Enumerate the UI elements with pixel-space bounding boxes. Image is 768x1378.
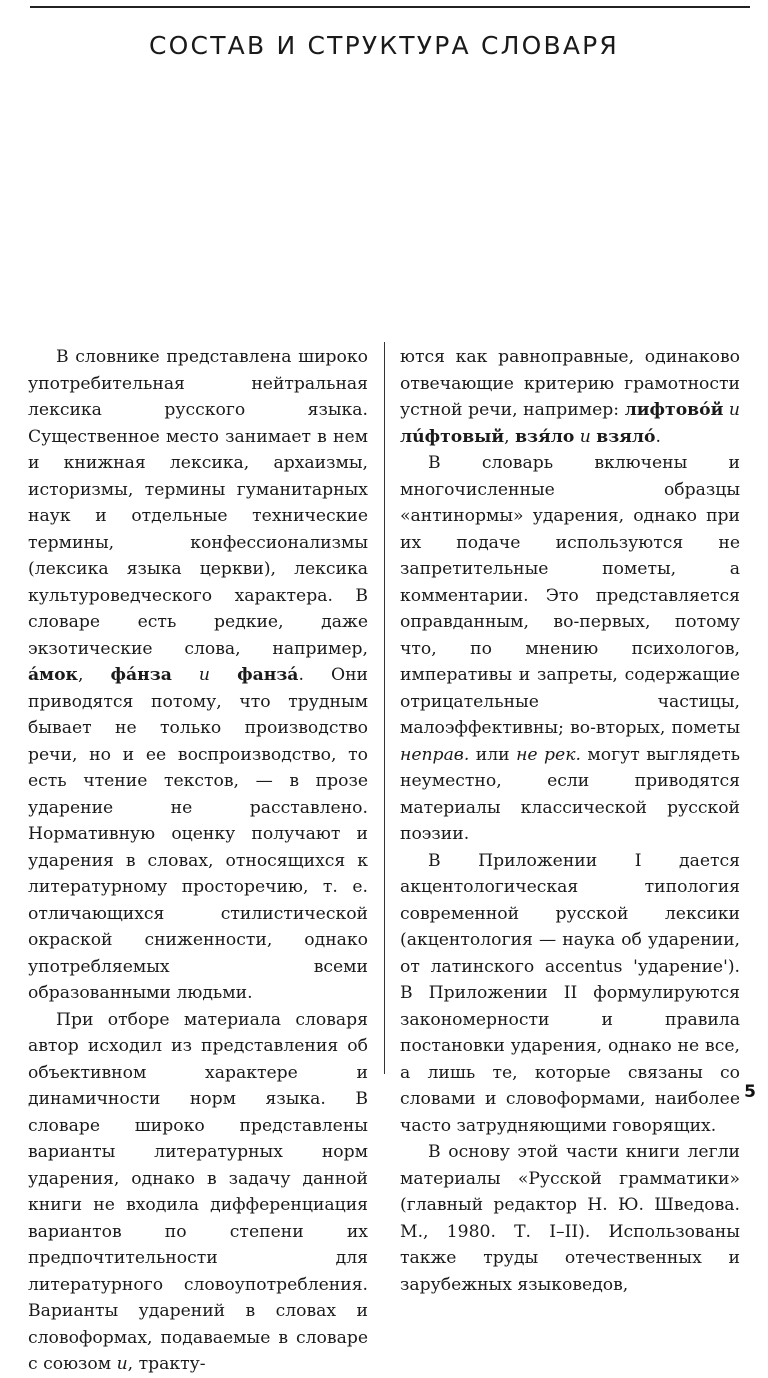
text-run: могут выглядеть неуместно, если приводятся материалы классической русской поэзии. [400,744,740,844]
label-mark: не рек. [516,744,581,765]
column-divider [384,342,385,1074]
right-column [400,344,740,1298]
text-run: , [504,426,516,447]
text-run: , тракту- [127,1354,206,1374]
text-run: . [655,426,661,447]
text-run: В словарь включены и многочисленные образцы «антинормы» ударения, однако при их подаче используются не запретительные пометы, а комментарии. Это представляется оправданным, во-первых, потому что, по мнению психологов, императивы и запреты, содержащие отрицательные частицы, малоэффективны; во-вторых, пометы [400,453,740,738]
label-mark: неправ. [400,744,470,765]
text-run: В словнике представлена широко употребительная нейтральная лексика русского языка. Существенное место занимает в нем и книжная лексика, архаизмы, историзмы, термины гуманитарных наук и отдельные технические термины, конфессионализмы (лексика языка церкви), лексика культуроведческого характера. В словаре есть редкие, даже экзотические слова, например, [28,347,368,659]
page-number: 5 [744,1082,756,1102]
paragraph [400,344,740,450]
top-rule [30,6,750,8]
conjunction: и [171,665,238,685]
page-title: СОСТАВ И СТРУКТУРА СЛОВАРЯ [149,31,619,60]
text-run: . Они приводятся потому, что трудным бывает не только производство речи, но и ее воспроизводство, то есть чтение текстов, — в прозе ударение не расставлено. Нормативную оценку получают и ударения в словах, относящихся к литературному просторечию, т. е. отличающихся стилистической окраской сниженности, однако употребляемых всеми образованными людьми. [28,665,368,1003]
headword: взялó [596,426,656,447]
text-run: При отборе материала словаря автор исходил из представления об объективном характере и динамичности норм языка. В словаре широко представлены варианты литературных норм ударения, однако в задачу данной книги не входила дифференциация вариантов по степени их предпочтительности для литературного словоупотребления. Варианты ударений в словах и словоформах, подаваемые в словаре с союзом [28,1009,368,1374]
paragraph [28,1007,368,1378]
text-run: или [469,744,517,765]
left-column [28,344,368,1378]
conjunction: и [116,1354,128,1374]
conjunction: и [574,426,597,447]
headword: взя́ло [515,426,575,447]
headword: лифтовóй [624,400,724,420]
headword: фанзá [237,665,299,685]
headword: фáнза [110,665,172,685]
headword: áмок [28,665,78,685]
conjunction: и [723,400,740,420]
paragraph [400,450,740,848]
text-run: , [77,665,111,685]
text-run: ются как равноправные, одинаково отвечающие критерию грамотности устной речи, например: [400,347,740,420]
headword: лúфтовый [400,426,505,447]
paragraph: В основу этой части книги легли материалы «Русской грамматики» (главный редактор Н. Ю. Шведова. М., 1980. Т. I–II). Использованы также труды отечественных и зарубежных языковедов, [400,1142,740,1295]
paragraph [28,344,368,1007]
paragraph: В Приложении I дается акцентологическая типология современной русской лексики (акцентология — наука об ударении, от латинского accentus 'ударение'). В Приложении II формулируются закономерности и правила постановки ударения, однако не все, а лишь те, которые связаны со словами и словоформами, наиболее часто затрудняющими говорящих. [400,850,740,1136]
